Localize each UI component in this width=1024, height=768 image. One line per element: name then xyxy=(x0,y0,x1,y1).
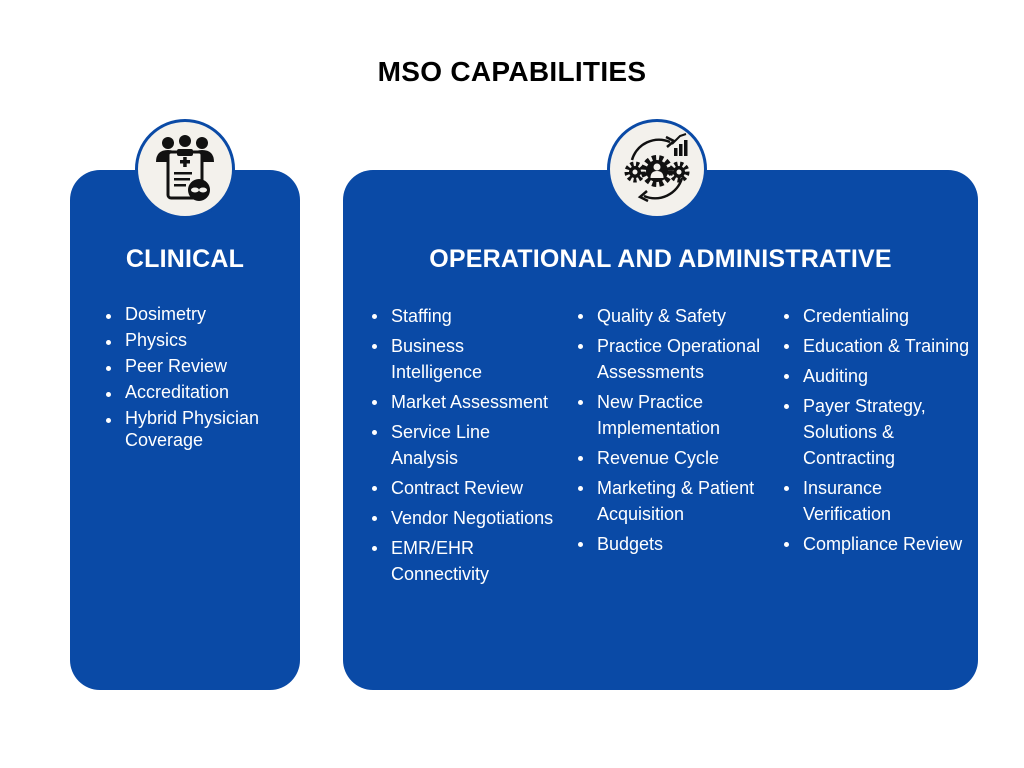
list-item: EMR/EHR Connectivity xyxy=(369,535,559,587)
operational-column-2 xyxy=(575,303,765,561)
list-item: Education & Training xyxy=(781,333,971,359)
list-item: New Practice Implementation xyxy=(575,389,765,441)
list-item: Marketing & Patient Acquisition xyxy=(575,475,765,527)
list-item: Practice Operational Assessments xyxy=(575,333,765,385)
list-item: Dosimetry xyxy=(103,303,293,325)
list-item: Peer Review xyxy=(103,355,293,377)
operational-column-3 xyxy=(781,303,971,561)
operational-column-1 xyxy=(369,303,559,591)
list-item: Auditing xyxy=(781,363,971,389)
list-item: Hybrid Physician Coverage xyxy=(103,407,293,451)
list-item: Compliance Review xyxy=(781,531,971,557)
gears-growth-chart-icon xyxy=(607,119,707,219)
clinical-heading: CLINICAL xyxy=(125,245,245,273)
list-item: Staffing xyxy=(369,303,559,329)
clinical-list xyxy=(103,303,293,455)
list-item: Accreditation xyxy=(103,381,293,403)
list-item: Service Line Analysis xyxy=(369,419,559,471)
list-item: Contract Review xyxy=(369,475,559,501)
list-item: Credentialing xyxy=(781,303,971,329)
list-item: Revenue Cycle xyxy=(575,445,765,471)
page-title: MSO CAPABILITIES xyxy=(377,56,647,87)
list-item: Physics xyxy=(103,329,293,351)
list-item: Budgets xyxy=(575,531,765,557)
list-item: Business Intelligence xyxy=(369,333,559,385)
operational-heading: OPERATIONAL AND ADMINISTRATIVE xyxy=(429,245,892,273)
list-item: Insurance Verification xyxy=(781,475,971,527)
medical-team-clipboard-icon xyxy=(135,119,235,219)
list-item: Market Assessment xyxy=(369,389,559,415)
list-item: Quality & Safety xyxy=(575,303,765,329)
list-item: Vendor Negotiations xyxy=(369,505,559,531)
list-item: Payer Strategy, Solutions & Contracting xyxy=(781,393,971,471)
